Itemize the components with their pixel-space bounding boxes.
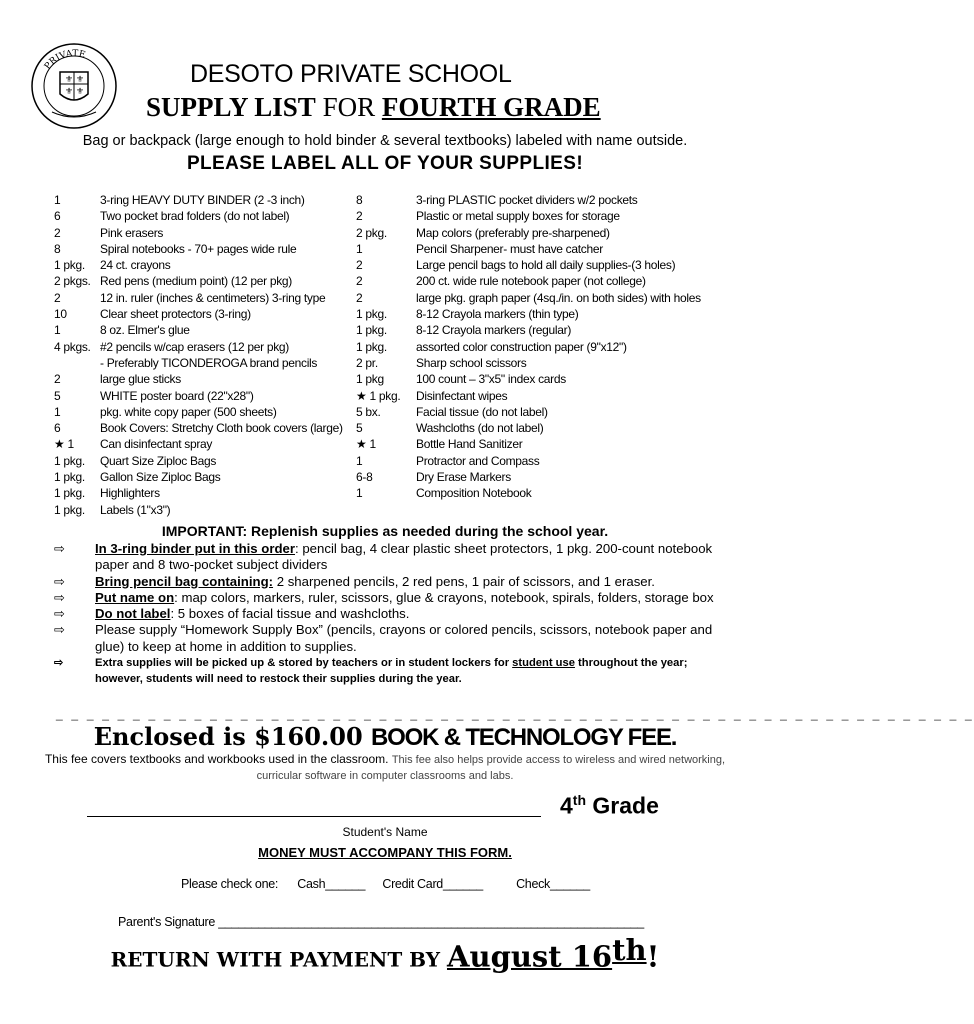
instruction-text: : map colors, markers, ruler, scissors, glue & crayons, notebook, spirals, folders, storage box [174,589,714,605]
supply-quantity: 1 pkg. [54,486,85,501]
supply-quantity: 1 [356,241,363,256]
supply-quantity: 1 pkg [356,372,384,387]
supply-description: Can disinfectant spray [100,437,213,452]
grade-number: 4 [560,792,573,819]
supply-quantity: 5 [54,388,61,403]
supply-item [54,453,364,469]
supply-quantity: ★ 1 [356,437,376,452]
supply-item [356,322,756,338]
supply-quantity: 1 pkg. [54,470,85,485]
supply-description: 12 in. ruler (inches & centimeters) 3-ring type [100,290,326,305]
supply-item [356,273,756,289]
supply-item [356,436,756,452]
page-title [146,92,601,123]
supply-description: 8-12 Crayola markers (regular) [416,323,572,338]
fee-description [40,752,730,784]
supply-item [54,225,364,241]
supply-item [356,355,756,371]
return-date-suffix: th [612,933,647,967]
instruction-item [54,574,714,590]
supply-item [356,208,756,224]
supply-description: WHITE poster board (22"x28") [100,388,254,403]
supply-description: 8-12 Crayola markers (thin type) [416,307,579,322]
instructions-list [54,541,714,688]
student-name-caption: Student's Name [342,825,428,839]
return-date: August 16 [446,939,613,974]
arrow-icon: ⇨ [54,573,66,589]
supply-quantity: 1 [356,486,363,501]
supply-quantity: 1 pkg. [54,502,85,517]
cut-line-divider: _ _ _ _ _ _ _ _ _ _ _ _ _ _ _ _ _ _ _ _ _ _ _ _ _ _ _ _ _ _ _ _ _ _ _ _ _ _ _ _ _ _ _ _ _ _ _ _ _ _ _ _ _ _ _ _ _ _ _ _ [56,707,974,721]
supply-description: Disinfectant wipes [416,388,508,403]
supply-item [54,290,364,306]
credit-card-label: Credit Card [382,877,443,891]
supply-quantity: 1 [54,193,61,207]
instruction-text: throughout the year; however, students will need to restock their supplies during the year. [95,657,688,686]
supply-description: Large pencil bags to hold all daily supplies-(3 holes) [416,258,676,273]
supply-item [54,436,364,452]
supply-item [356,339,756,355]
supply-quantity: 2 [54,290,61,305]
supply-quantity: 1 [54,323,61,338]
supply-description: Protractor and Compass [416,453,540,468]
supply-item [356,257,756,273]
supply-quantity: ★ 1 pkg. [356,388,401,403]
supply-description: - Preferably TICONDEROGA brand pencils [100,355,318,370]
supply-description: assorted color construction paper (9"x12") [416,339,627,354]
supply-description: pkg. white copy paper (500 sheets) [100,404,277,419]
svg-text:⚜: ⚜ [65,74,74,84]
supply-quantity: 8 [356,193,363,207]
supply-quantity: 6 [54,209,61,224]
supply-item [54,502,364,518]
instruction-text: 2 sharpened pencils, 2 red pens, 1 pair of scissors, and 1 eraser. [273,573,655,589]
grade-label [560,792,659,820]
check-label: Check [516,877,551,891]
supply-item [356,469,756,485]
supply-quantity: 1 [356,453,363,468]
supply-description: Bottle Hand Sanitizer [416,437,523,452]
school-seal-logo [30,42,118,130]
supply-quantity: 8 [54,241,61,256]
svg-text:⚜: ⚜ [76,74,85,84]
supply-item [54,257,364,273]
supply-quantity: 10 [54,307,67,322]
supply-quantity: 1 pkg. [356,339,387,354]
supply-quantity: 2 [356,209,363,224]
supply-quantity: 2 [356,290,363,305]
money-notice: MONEY MUST ACCOMPANY THIS FORM. [258,845,512,860]
cash-blank[interactable]: ______ [325,877,366,891]
supply-item [356,420,756,436]
supply-item [356,225,756,241]
arrow-icon: ⇨ [54,657,64,670]
important-heading: IMPORTANT: Replenish supplies as needed during the school year. [161,523,609,539]
instruction-underline: student use [512,657,575,670]
supply-description: Composition Notebook [416,486,532,501]
instruction-text: Please supply “Homework Supply Box” (pencils, crayons or colored pencils, scissors, notebook paper and glue) to keep at home in addition to supplies. [95,622,713,654]
student-name-line[interactable] [87,816,541,817]
supply-item [356,453,756,469]
supply-description: Facial tissue (do not label) [416,404,548,419]
supply-quantity: 5 bx. [356,404,381,419]
school-name: DESOTO PRIVATE SCHOOL [190,60,512,88]
supply-list-left [54,192,364,518]
supply-item [54,355,364,371]
supply-item [54,339,364,355]
supply-item [54,241,364,257]
return-text: RETURN WITH PAYMENT BY [110,947,447,972]
supply-description: Quart Size Ziploc Bags [100,453,217,468]
supply-description: Two pocket brad folders (do not label) [100,209,290,224]
supply-item [356,371,756,387]
supply-quantity: 1 pkg. [54,453,85,468]
supply-item [54,306,364,322]
supply-item [356,192,756,208]
supply-description: Book Covers: Stretchy Cloth book covers (large) [100,421,343,436]
supply-description: Washcloths (do not label) [416,421,544,436]
supply-description: 100 count – 3"x5" index cards [416,372,566,387]
instruction-item [54,606,714,622]
fee-label: BOOK & TECHNOLOGY FEE. [371,724,677,751]
supply-quantity: 1 pkg. [54,258,85,273]
supply-description: large glue sticks [100,372,181,387]
supply-quantity: ★ 1 [54,437,74,452]
instruction-lead: Do not label [95,606,171,622]
svg-text:PRIVATE: PRIVATE [43,48,87,72]
supply-quantity: 2 [54,372,61,387]
supply-item [54,322,364,338]
check-blank[interactable]: ______ [550,877,590,891]
supply-quantity: 4 pkgs. [54,339,91,354]
supply-description: Plastic or metal supply boxes for storage [416,209,620,224]
supply-item [54,192,364,208]
supply-quantity: 2 pkgs. [54,274,91,289]
supply-description: Dry Erase Markers [416,470,511,485]
grade-title: FOURTH GRADE [381,92,601,122]
fee-desc-b: This fee also helps provide access to wireless and wired networking, curricular software in computer classrooms and labs. [256,754,726,782]
supply-quantity: 2 [356,258,363,273]
supply-description: 3-ring PLASTIC pocket dividers w/2 pockets [416,193,638,207]
instruction-text: Extra supplies will be picked up & stored by teachers or in student lockers for [95,657,513,670]
supply-item [54,469,364,485]
supply-description: Clear sheet protectors (3-ring) [100,307,251,322]
instruction-text: : pencil bag, 4 clear plastic sheet protectors, 1 pkg. 200-count notebook paper and 8 two-pocket subject dividers [95,541,713,573]
check-one-label: Please check one: [181,877,279,891]
arrow-icon: ⇨ [54,606,66,622]
instruction-item [54,655,714,688]
supply-quantity: 1 pkg. [356,323,387,338]
payment-options [181,877,590,891]
supply-item [54,388,364,404]
supply-description: Pink erasers [100,225,164,240]
backpack-note: Bag or backpack (large enough to hold binder & several textbooks) labeled with name outside. [82,133,688,149]
grade-word: Grade [586,792,659,819]
supply-item [356,388,756,404]
supply-item [356,290,756,306]
label-warning: PLEASE LABEL ALL OF YOUR SUPPLIES! [186,153,584,174]
instruction-item [54,622,714,655]
credit-card-blank[interactable]: ______ [442,877,483,891]
supply-item [54,208,364,224]
supply-description: 24 ct. crayons [100,258,171,273]
supply-item [54,420,364,436]
svg-text:⚜: ⚜ [65,86,74,96]
supply-quantity: 2 [356,274,363,289]
fee-heading [0,722,770,752]
supply-description: 200 ct. wide rule notebook paper (not college) [416,274,646,289]
supply-item [356,241,756,257]
supply-quantity: 6 [54,421,61,436]
supply-description: Spiral notebooks - 70+ pages wide rule [100,241,297,256]
arrow-icon: ⇨ [54,589,66,605]
supply-description: Pencil Sharpener- must have catcher [416,241,603,256]
supply-quantity: 6-8 [356,470,373,485]
supply-item [356,404,756,420]
supply-description: large pkg. graph paper (4sq./in. on both sides) with holes [416,290,701,305]
instruction-lead: Put name on [95,589,175,605]
arrow-icon: ⇨ [54,622,66,638]
supply-item [356,485,756,501]
parent-signature-line[interactable]: Parent's Signature ________________________________________________________________ [118,915,644,929]
return-exclaim: ! [646,939,660,974]
supply-quantity: 2 pkg. [356,225,387,240]
supply-list-right [356,192,756,502]
instruction-item [54,590,714,606]
supply-description: Red pens (medium point) (12 per pkg) [100,274,292,289]
supply-item [54,273,364,289]
supply-description: Sharp school scissors [416,355,527,370]
supply-description: Gallon Size Ziploc Bags [100,470,221,485]
supply-description: 3-ring HEAVY DUTY BINDER (2 -3 inch) [100,193,305,207]
supply-quantity: 2 [54,225,61,240]
supply-description: #2 pencils w/cap erasers (12 per pkg) [100,339,289,354]
supply-quantity: 1 pkg. [356,307,387,322]
cash-label: Cash [297,877,326,891]
grade-suffix: th [572,792,587,808]
supply-list-title: SUPPLY LIST [146,92,316,122]
supply-description: 8 oz. Elmer's glue [100,323,190,338]
fee-amount: Enclosed is $160.00 [93,722,372,751]
supply-quantity: 1 [54,404,61,419]
instruction-lead: In 3-ring binder put in this order [95,541,296,556]
svg-text:⚜: ⚜ [76,86,85,96]
instruction-text: : 5 boxes of facial tissue and washcloths. [170,606,410,622]
fee-desc-a: This fee covers textbooks and workbooks used in the classroom. [44,752,392,766]
supply-description: Labels (1"x3") [100,502,171,517]
title-for: FOR [315,92,382,122]
supply-description: Highlighters [100,486,160,501]
supply-quantity: 2 pr. [356,355,378,370]
supply-quantity: 5 [356,421,363,436]
supply-item [54,485,364,501]
return-deadline [0,933,770,973]
arrow-icon: ⇨ [54,541,66,556]
supply-item [356,306,756,322]
supply-item [54,371,364,387]
instruction-lead: Bring pencil bag containing: [95,573,274,589]
supply-description: Map colors (preferably pre-sharpened) [416,225,610,240]
supply-item [54,404,364,420]
instruction-item [54,541,714,574]
